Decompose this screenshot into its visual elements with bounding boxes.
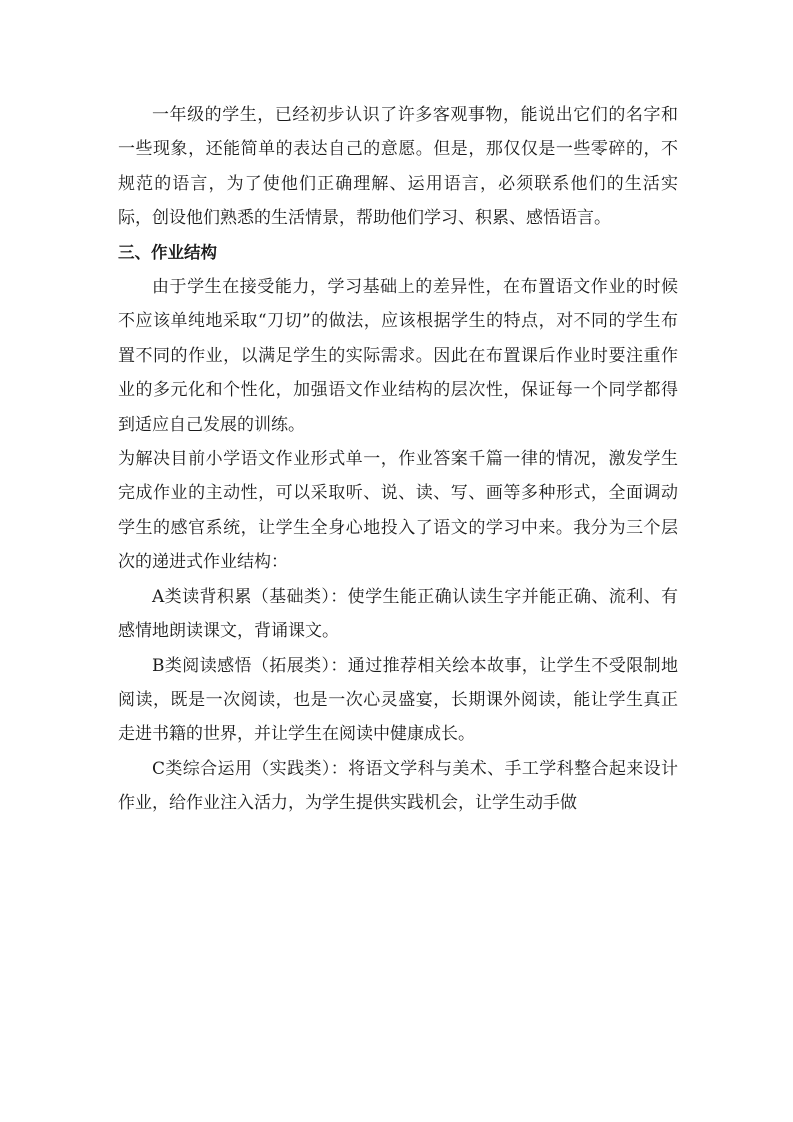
section-heading-homework-structure: 三、作业结构 bbox=[118, 242, 217, 262]
paragraph-learning-differences: 由于学生在接受能力，学习基础上的差异性，在布置语文作业的时候不应该单纯地采取“刀切”的做法，应该根据学生的特点，对不同的学生布置不同的作业，以满足学生的实际需求。因此在布置课后作业时要注重作业的多元化和个性化，加强语文作业结构的层次性，保证每一个同学都得到适应自己发展的训练。 bbox=[118, 277, 678, 435]
document-page bbox=[118, 98, 678, 821]
paragraph-type-b: B类阅读感悟（拓展类）：通过推荐相关绘本故事，让学生不受限制地阅读，既是一次阅读，也是一次心灵盛宴，长期课外阅读，能让学生真正走进书籍的世界，并让学生在阅读中健康成长。 bbox=[118, 655, 678, 745]
paragraph-homework-forms: 为解决目前小学语文作业形式单一，作业答案千篇一律的情况，激发学生完成作业的主动性，可以采取听、说、读、写、画等多种形式，全面调动学生的感官系统，让学生全身心地投入了语文的学习中来。我分为三个层次的递进式作业结构： bbox=[118, 449, 678, 573]
paragraph-type-c: C类综合运用（实践类）：将语文学科与美术、手工学科整合起来设计作业，给作业注入活力，为学生提供实践机会，让学生动手做 bbox=[118, 758, 678, 814]
paragraph-type-a: A类读背积累（基础类）：使学生能正确认读生字并能正确、流利、有感情地朗读课文，背诵课文。 bbox=[118, 586, 678, 642]
paragraph-first-grade-students: 一年级的学生，已经初步认识了许多客观事物，能说出它们的名字和一些现象，还能简单的表达自己的意愿。但是，那仅仅是一些零碎的，不规范的语言，为了使他们正确理解、运用语言，必须联系他们的生活实际，创设他们熟悉的生活情景，帮助他们学习、积累、感悟语言。 bbox=[118, 105, 678, 229]
